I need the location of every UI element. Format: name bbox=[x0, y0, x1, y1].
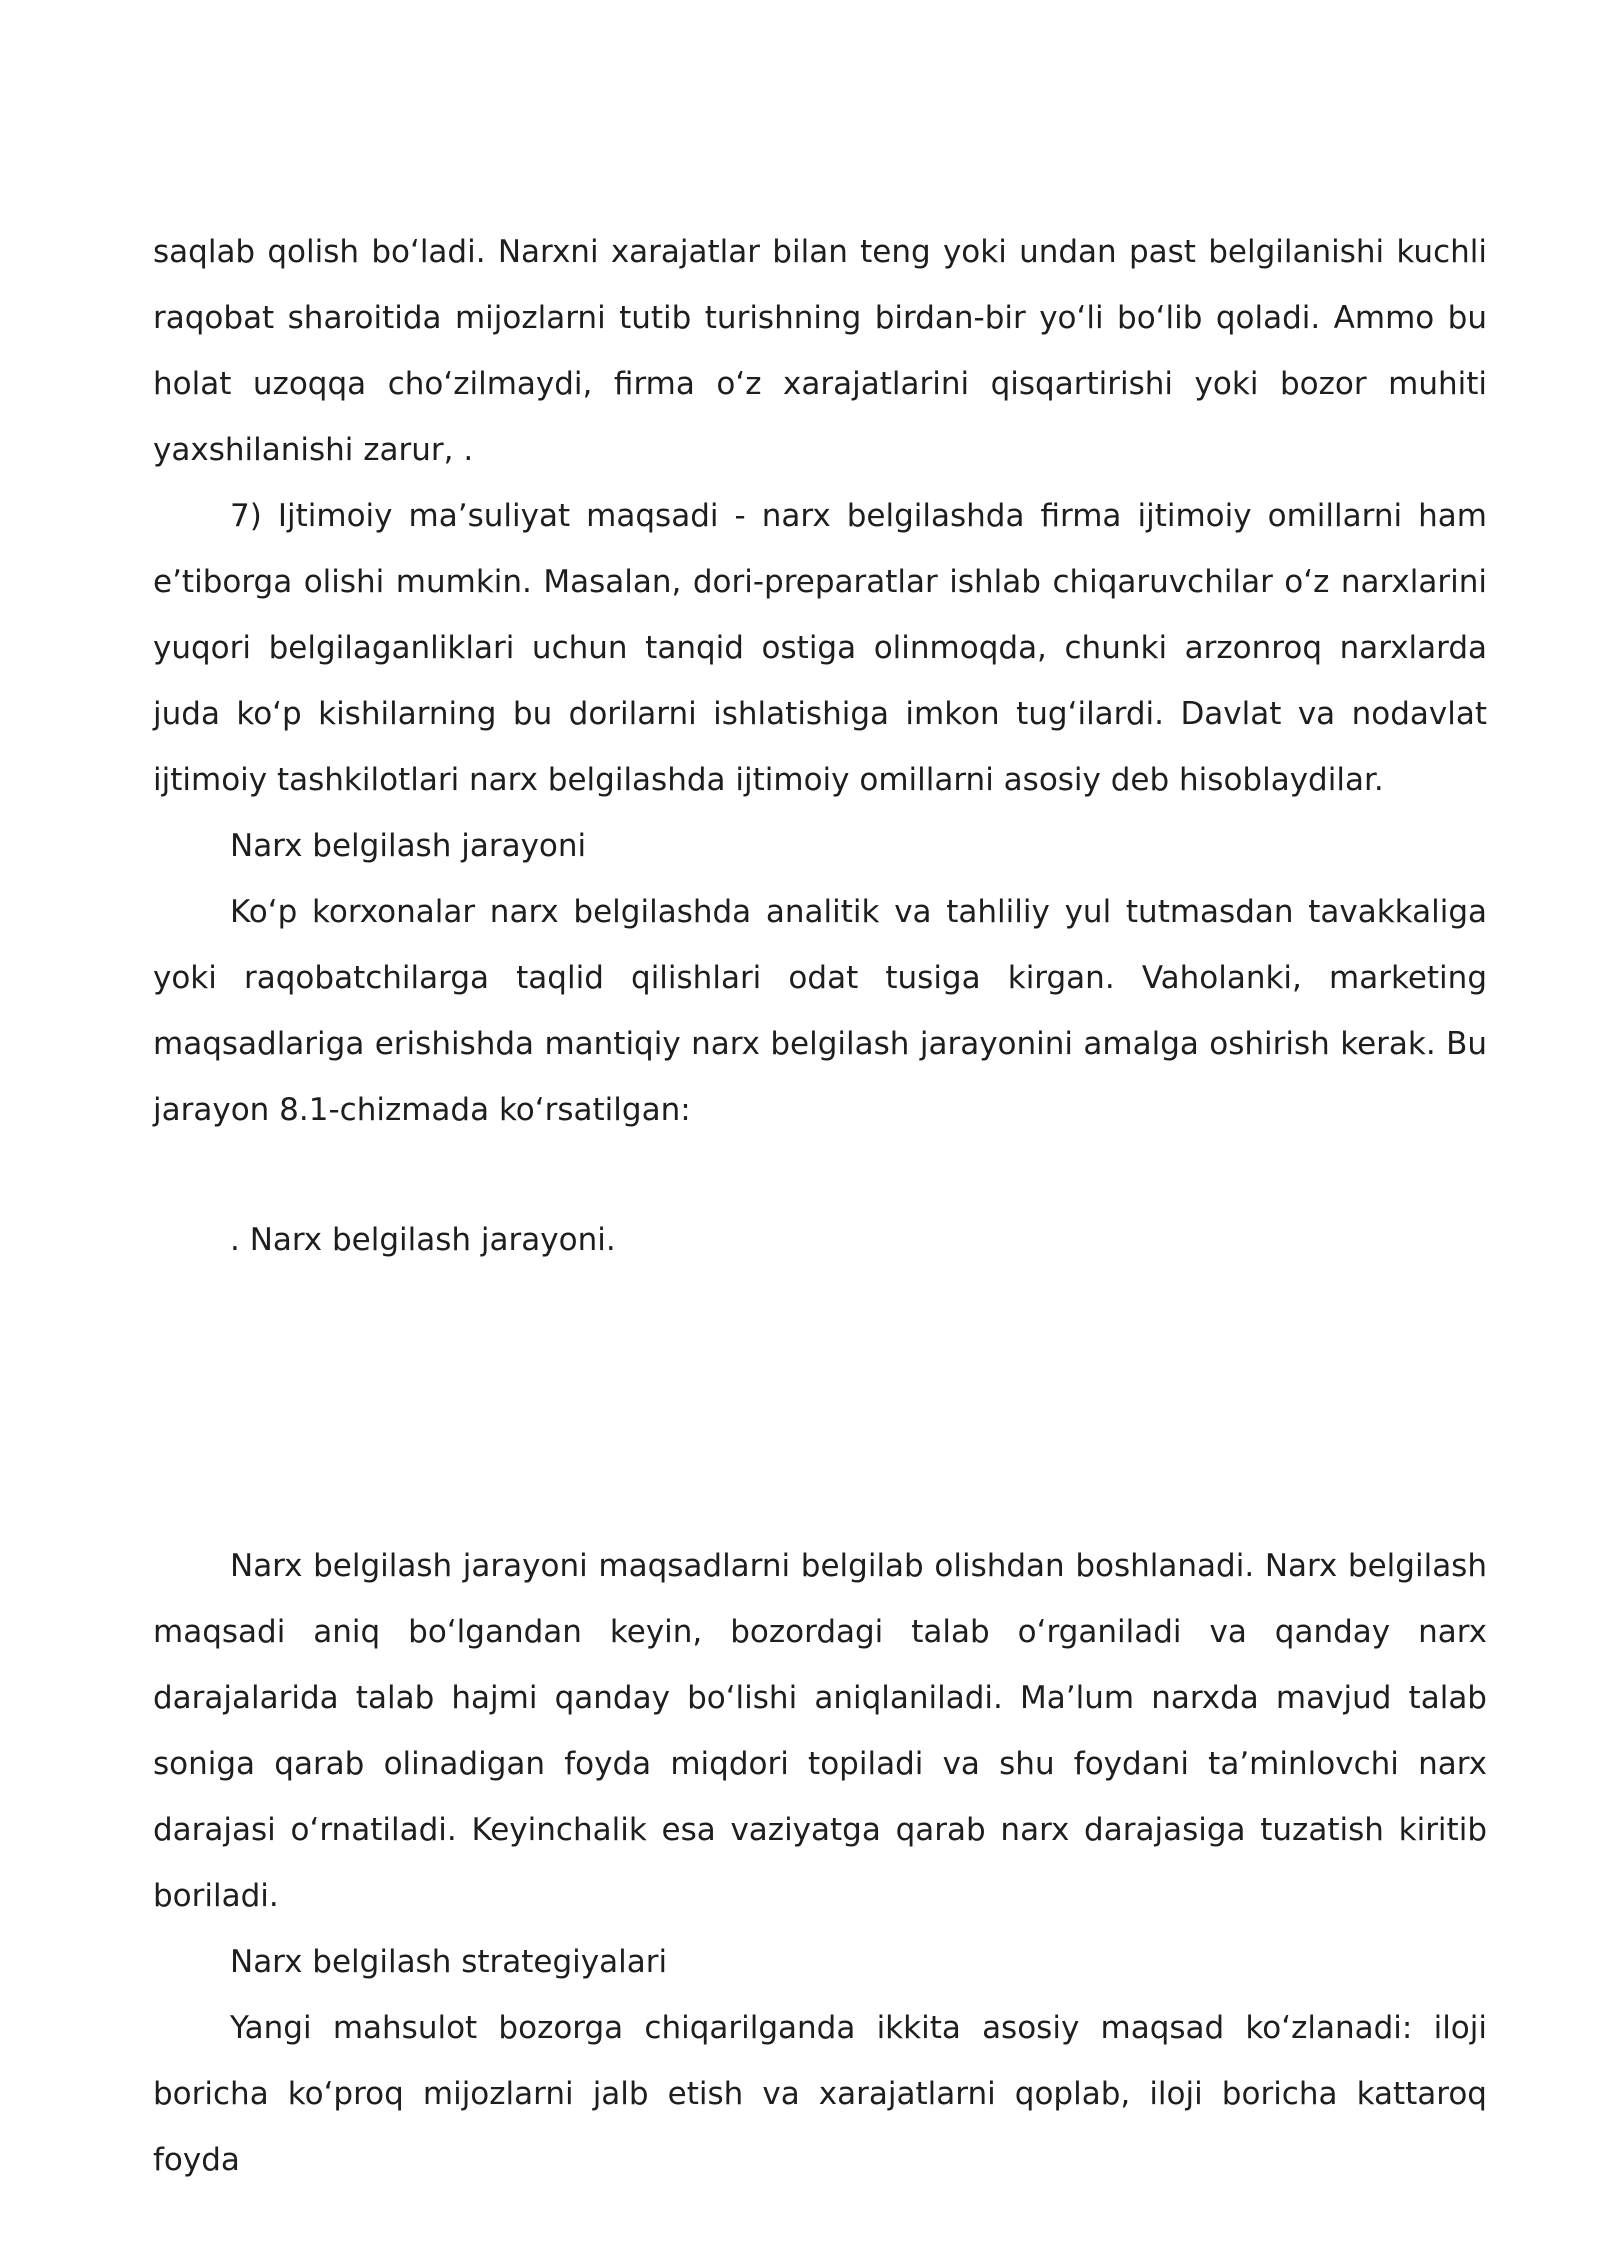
paragraph-pricing-process-description: Narx belgilash jarayoni maqsadlarni belgilab olishdan boshlanadi. Narx belgilash maqsadi aniq bo‘lgandan keyin, bozordagi talab o‘rganiladi va qanday narx darajalarida talab hajmi qanday bo‘lishi aniqlaniladi. Ma’lum narxda mavjud talab soniga qarab olinadigan foyda miqdori topiladi va shu foydani ta’minlovchi narx darajasi o‘rnatiladi. Keyinchalik esa vaziyatga qarab narx darajasiga tuzatish kiritib boriladi. bbox=[153, 1548, 1487, 1914]
body-text-bottom bbox=[153, 1533, 1487, 2193]
figure-caption: . Narx belgilash jarayoni. bbox=[230, 1222, 616, 1258]
paragraph-pricing-process-intro: Ko‘p korxonalar narx belgilashda analitik va tahliliy yul tutmasdan tavakkaliga yoki raqobatchilarga taqlid qilishlari odat tusiga kirgan. Vaholanki, marketing maqsadlariga erishishda mantiqiy narx belgilash jarayonini amalga oshirish kerak. Bu jarayon 8.1-chizmada ko‘rsatilgan: bbox=[153, 894, 1487, 1128]
section-heading-pricing-strategies: Narx belgilash strategiyalari bbox=[230, 1944, 668, 1980]
paragraph-social-responsibility: 7) Ijtimoiy ma’suliyat maqsadi - narx belgilashda firma ijtimoiy omillarni ham e’tiborga olishi mumkin. Masalan, dori-preparatlar ishlab chiqaruvchilar o‘z narxlarini yuqori belgilaganliklari uchun tanqid ostiga olinmoqda, chunki arzonroq narxlarda juda ko‘p kishilarning bu dorilarni ishlatishiga imkon tug‘ilardi. Davlat va nodavlat ijtimoiy tashkilotlari narx belgilashda ijtimoiy omillarni asosiy deb hisoblaydilar. bbox=[153, 498, 1487, 798]
paragraph-continuation: saqlab qolish bo‘ladi. Narxni xarajatlar bilan teng yoki undan past belgilanishi kuchli raqobat sharoitida mijozlarni tutib turishning birdan-bir yo‘li bo‘lib qoladi. Ammo bu holat uzoqqa cho‘zilmaydi, firma o‘z xarajatlarini qisqartirishi yoki bozor muhiti yaxshilanishi zarur, . bbox=[153, 234, 1487, 468]
paragraph-new-product-goals: Yangi mahsulot bozorga chiqarilganda ikkita asosiy maqsad ko‘zlanadi: iloji boricha ko‘proq mijozlarni jalb etish va xarajatlarni qoplab, iloji boricha kattaroq foyda bbox=[153, 2010, 1487, 2178]
body-text-top bbox=[153, 219, 1487, 1143]
section-heading-pricing-process: Narx belgilash jarayoni bbox=[230, 828, 587, 864]
